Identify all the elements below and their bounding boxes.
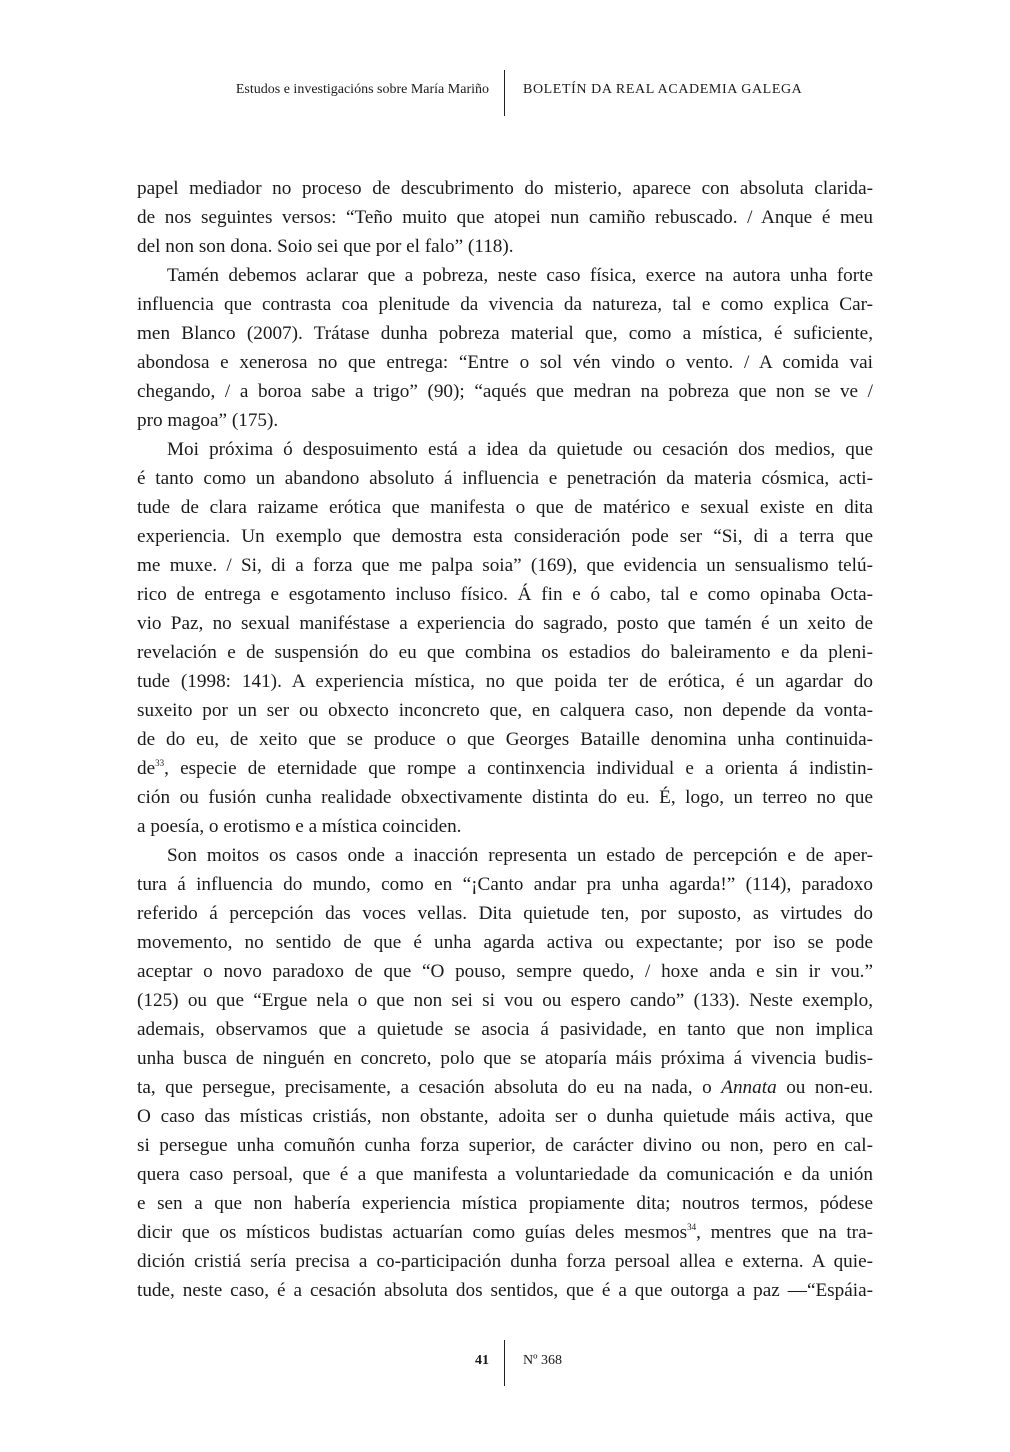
line-text: tude, neste caso, é a cesación absoluta dos sentidos, que é a que outorga a paz —“Espáia- bbox=[137, 1280, 873, 1301]
text-line bbox=[137, 261, 873, 290]
line-text: unha busca de ninguén en concreto, polo que se atoparía máis próxima á vivencia budis- bbox=[137, 1048, 873, 1069]
text-line bbox=[137, 1073, 873, 1102]
text-line bbox=[137, 1044, 873, 1073]
text-line bbox=[137, 319, 873, 348]
line-text: a poesía, o erotismo e a mística coinciden. bbox=[137, 816, 462, 837]
text-line bbox=[137, 928, 873, 957]
line-text-continued: ou non-eu. bbox=[776, 1077, 873, 1098]
header-journal-title: BOLETÍN DA REAL ACADEMIA GALEGA bbox=[523, 82, 803, 97]
line-text: tude de clara raizame erótica que manifesta o que de matérico e sexual existe en dita bbox=[137, 497, 873, 518]
italic-term: Annata bbox=[721, 1077, 777, 1098]
line-text: ta, que persegue, precisamente, a cesación absoluta do eu na nada, o bbox=[137, 1077, 722, 1098]
footer-divider bbox=[504, 1340, 505, 1386]
line-text: dición cristiá sería precisa a co-participación dunha forza persoal allea e externa. A quie- bbox=[137, 1251, 873, 1272]
line-text: aceptar o novo paradoxo de que “O pouso, sempre quedo, / hoxe anda e sin ir vou.” bbox=[137, 961, 873, 982]
line-text: si persegue unha comuñón cunha forza superior, de carácter divino ou non, pero en cal- bbox=[137, 1135, 873, 1156]
line-text: quera caso persoal, que é a que manifesta a voluntariedade da comunicación e da unión bbox=[137, 1164, 873, 1185]
text-line bbox=[137, 696, 873, 725]
text-line bbox=[137, 435, 873, 464]
text-line bbox=[137, 986, 873, 1015]
text-line bbox=[137, 1131, 873, 1160]
text-line bbox=[137, 377, 873, 406]
text-line bbox=[137, 870, 873, 899]
line-text: pro magoa” (175). bbox=[137, 410, 279, 431]
text-line bbox=[137, 580, 873, 609]
text-line bbox=[137, 1218, 873, 1247]
text-line bbox=[137, 551, 873, 580]
line-text: del non son dona. Soio sei que por el falo” (118). bbox=[137, 236, 514, 257]
line-text: tude (1998: 141). A experiencia mística, no que poida ter de erótica, é un agardar do bbox=[137, 671, 873, 692]
line-text: e sen a que non habería experiencia mística propiamente dita; noutros termos, pódese bbox=[137, 1193, 873, 1214]
line-text: suxeito por un ser ou obxecto inconcreto que, en calquera caso, non depende da vonta- bbox=[137, 700, 873, 721]
text-line bbox=[137, 783, 873, 812]
text-line bbox=[137, 899, 873, 928]
running-header bbox=[0, 70, 1010, 116]
text-line bbox=[137, 609, 873, 638]
text-line bbox=[137, 957, 873, 986]
text-line bbox=[137, 725, 873, 754]
issue-number: Nº 368 bbox=[523, 1353, 562, 1368]
text-line bbox=[137, 493, 873, 522]
line-text: chegando, / a boroa sabe a trigo” (90); “aqués que medran na pobreza que non se ve / bbox=[137, 381, 873, 402]
text-line bbox=[137, 667, 873, 696]
text-line bbox=[137, 174, 873, 203]
text-line bbox=[137, 1247, 873, 1276]
footnote-marker[interactable]: 33 bbox=[155, 758, 165, 768]
line-text: influencia que contrasta coa plenitude da vivencia da natureza, tal e como explica Car- bbox=[137, 294, 873, 315]
line-text: é tanto como un abandono absoluto á influencia e penetración da materia cósmica, acti- bbox=[137, 468, 873, 489]
line-text: ción ou fusión cunha realidade obxectivamente distinta do eu. É, logo, un terreo no que bbox=[137, 787, 873, 808]
text-line bbox=[137, 203, 873, 232]
line-text: de do eu, de xeito que se produce o que Georges Bataille denomina unha continuida- bbox=[137, 729, 873, 750]
text-line bbox=[137, 812, 873, 841]
header-divider bbox=[504, 70, 505, 116]
text-line bbox=[137, 1276, 873, 1305]
line-text: Son moitos os casos onde a inacción representa un estado de percepción e de aper- bbox=[167, 845, 873, 866]
text-line bbox=[137, 406, 873, 435]
line-text: dicir que os místicos budistas actuarían como guías deles mesmos bbox=[137, 1222, 688, 1243]
line-text: ademais, observamos que a quietude se asocia á pasividade, en tanto que non implica bbox=[137, 1019, 873, 1040]
text-line bbox=[137, 1160, 873, 1189]
line-text: de nos seguintes versos: “Teño muito que atopei nun camiño rebuscado. / Anque é meu bbox=[137, 207, 873, 228]
text-line bbox=[137, 348, 873, 377]
text-line bbox=[137, 1189, 873, 1218]
header-section-title: Estudos e investigacións sobre María Mariño bbox=[235, 82, 489, 97]
line-text: Moi próxima ó desposuimento está a idea da quietude ou cesación dos medios, que bbox=[167, 439, 873, 460]
line-text: (125) ou que “Ergue nela o que non sei si vou ou espero cando” (133). Neste exemplo, bbox=[137, 990, 873, 1011]
line-text: experiencia. Un exemplo que demostra esta consideración pode ser “Si, di a terra que bbox=[137, 526, 873, 547]
text-line bbox=[137, 232, 873, 261]
line-text: movemento, no sentido de que é unha agarda activa ou expectante; por iso se pode bbox=[137, 932, 873, 953]
text-line bbox=[137, 841, 873, 870]
line-text: tura á influencia do mundo, como en “¡Canto andar pra unha agarda!” (114), paradoxo bbox=[137, 874, 873, 895]
text-line bbox=[137, 1102, 873, 1131]
page-number: 41 bbox=[475, 1353, 489, 1368]
line-text: Tamén debemos aclarar que a pobreza, neste caso física, exerce na autora unha forte bbox=[167, 265, 873, 286]
footnote-marker[interactable]: 34 bbox=[687, 1222, 697, 1232]
line-text: vio Paz, no sexual maniféstase a experiencia do sagrado, posto que tamén é un xeito de bbox=[137, 613, 873, 634]
text-line bbox=[137, 754, 873, 783]
line-text: rico de entrega e esgotamento incluso físico. Á fin e ó cabo, tal e como opinaba Octa- bbox=[137, 584, 873, 605]
line-text-continued: , especie de eternidade que rompe a continxencia individual e a orienta á indistin- bbox=[164, 758, 873, 779]
line-text-continued: , mentres que na tra- bbox=[696, 1222, 873, 1243]
text-line bbox=[137, 1015, 873, 1044]
line-text: de bbox=[137, 758, 156, 779]
line-text: revelación e de suspensión do eu que combina os estadios do baleiramento e da pleni- bbox=[137, 642, 873, 663]
line-text: papel mediador no proceso de descubrimento do misterio, aparece con absoluta clarida- bbox=[137, 178, 873, 199]
line-text: abondosa e xenerosa no que entrega: “Entre o sol vén vindo o vento. / A comida vai bbox=[137, 352, 873, 373]
page-footer bbox=[0, 1340, 1010, 1386]
line-text: O caso das místicas cristiás, non obstante, adoita ser o dunha quietude máis activa, que bbox=[137, 1106, 873, 1127]
line-text: me muxe. / Si, di a forza que me palpa soia” (169), que evidencia un sensualismo telú- bbox=[137, 555, 873, 576]
line-text: referido á percepción das voces vellas. Dita quietude ten, por suposto, as virtudes do bbox=[137, 903, 873, 924]
text-line bbox=[137, 522, 873, 551]
text-line bbox=[137, 464, 873, 493]
line-text: men Blanco (2007). Trátase dunha pobreza material que, como a mística, é suficiente, bbox=[137, 323, 873, 344]
text-line bbox=[137, 638, 873, 667]
text-line bbox=[137, 290, 873, 319]
body-text bbox=[137, 174, 873, 1305]
